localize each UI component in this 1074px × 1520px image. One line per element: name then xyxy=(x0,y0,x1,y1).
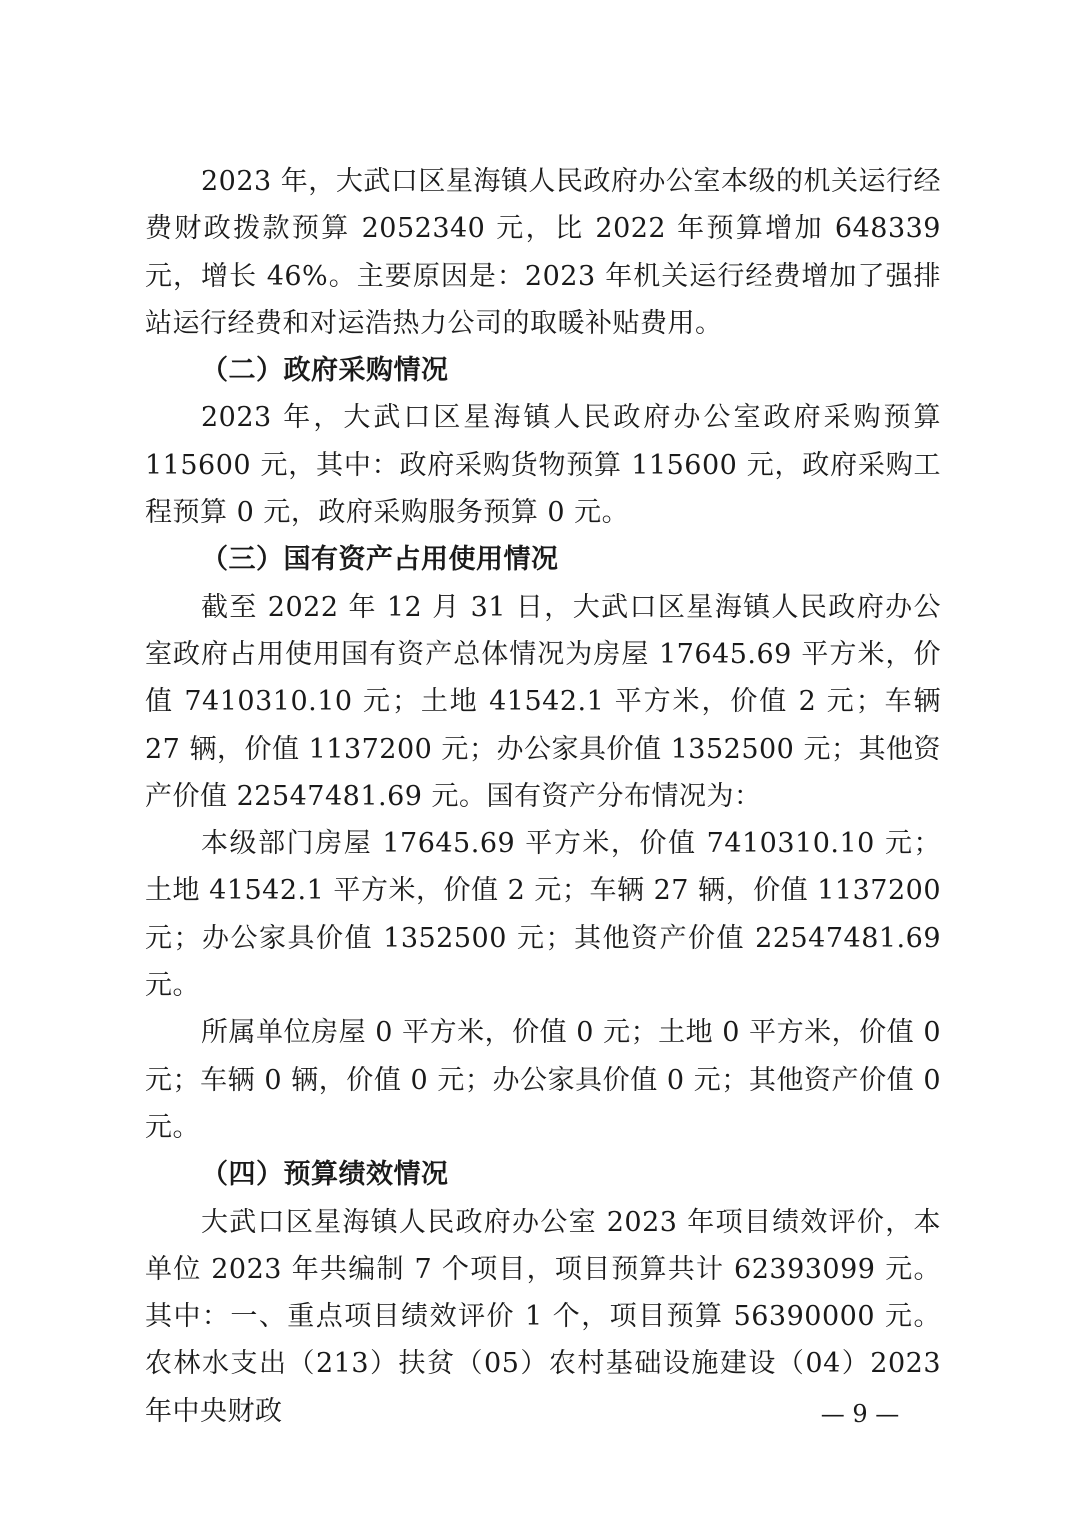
paragraph-performance: 大武口区星海镇人民政府办公室 2023 年项目绩效评价，本单位 2023 年共编制 7 个项目，项目预算共计 62393099 元。其中：一、重点项目绩效评价 1 个，项目预算 56390000 元。农林水支出（213）扶贫（05）农村基础设施建设（04）2023 年中央财政 xyxy=(145,1206,941,1427)
page-number: — 9 — xyxy=(820,1400,900,1428)
heading-budget-performance: （四）预算绩效情况 xyxy=(201,1159,449,1191)
paragraph-assets-overall: 截至 2022 年 12 月 31 日，大武口区星海镇人民政府办公室政府占用使用国有资产总体情况为房屋 17645.69 平方米，价值 7410310.10 元；土地 41542.1 平方米，价值 2 元；车辆 27 辆，价值 1137200 元；办公家具价值 1352500 元；其他资产价值 22547481.69 元。国有资产分布情况为： xyxy=(145,591,941,812)
heading-state-assets: （三）国有资产占用使用情况 xyxy=(201,544,559,576)
paragraph-procurement: 2023 年，大武口区星海镇人民政府办公室政府采购预算 115600 元，其中：政府采购货物预算 115600 元，政府采购工程预算 0 元，政府采购服务预算 0 元。 xyxy=(145,402,941,529)
heading-government-procurement: （二）政府采购情况 xyxy=(201,355,449,387)
paragraph-assets-department: 本级部门房屋 17645.69 平方米，价值 7410310.10 元；土地 41542.1 平方米，价值 2 元；车辆 27 辆，价值 1137200 元；办公家具价值 1352500 元；其他资产价值 22547481.69 元。 xyxy=(145,828,941,1002)
document-body xyxy=(145,158,941,1435)
paragraph-operating-expenses: 2023 年，大武口区星海镇人民政府办公室本级的机关运行经费财政拨款预算 2052340 元，比 2022 年预算增加 648339 元，增长 46%。主要原因是：2023 年机关运行经费增加了强排站运行经费和对运浩热力公司的取暖补贴费用。 xyxy=(145,166,941,339)
paragraph-assets-subordinate: 所属单位房屋 0 平方米，价值 0 元；土地 0 平方米，价值 0 元；车辆 0 辆，价值 0 元；办公家具价值 0 元；其他资产价值 0 元。 xyxy=(145,1017,941,1143)
